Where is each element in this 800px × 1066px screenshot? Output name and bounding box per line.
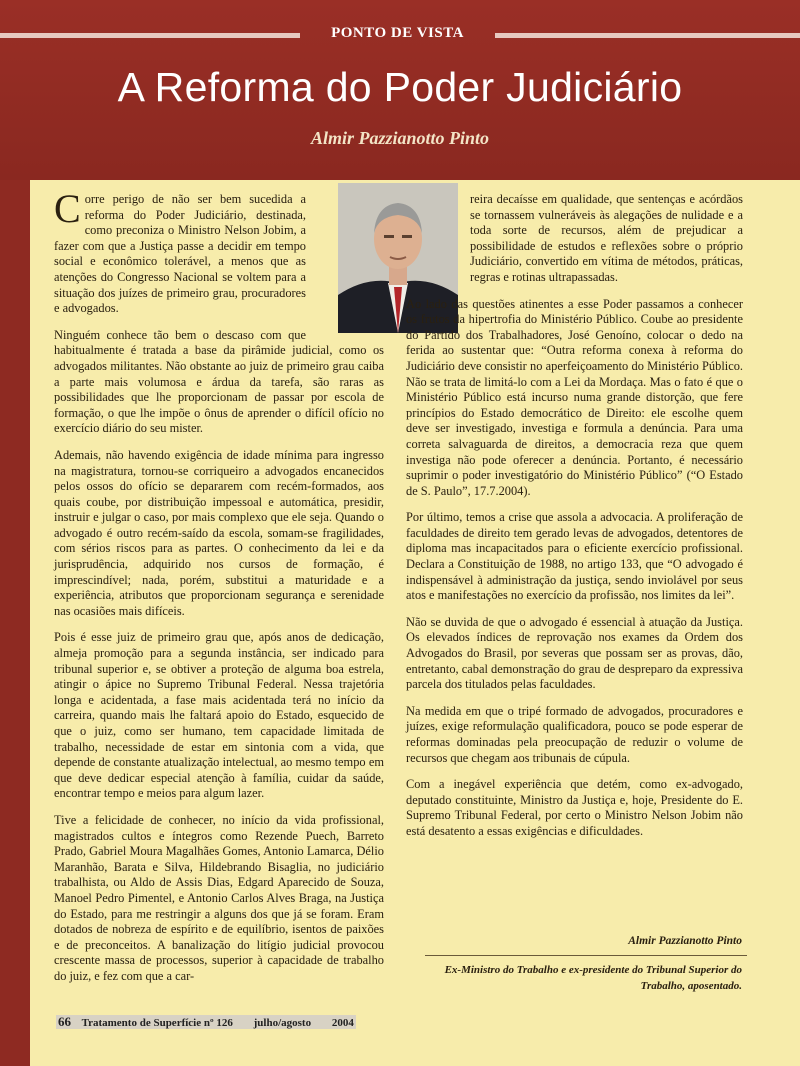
paragraph: Com a inegável experiência que detém, como ex-advogado, deputado constituinte, Ministro da Justiça e, hoje, Presidente do E. Supremo Tribunal Federal, por certo o Ministro Nelson Jobim não está desatento a essas exigências e dificuldades. [406,777,743,838]
paragraph: Não se duvida de que o advogado é essencial à atuação da Justiça. Os elevados índices de reprovação nos exames da Ordem dos Advogados do Brasil, por severas que possam ser as provas, dão, entretanto, cabal demonstração do grau de despreparo da expressiva parcela dos titulados pelas faculdades. [406,614,743,692]
section-rule-left [0,33,300,38]
right-column [406,192,743,851]
section-label: PONTO DE VISTA [331,25,464,41]
article-author: Almir Pazzianotto Pinto [310,128,490,148]
publication-name: Tratamento de Superfície nº 126 [81,1017,233,1029]
page-number: 66 [58,1014,71,1029]
paragraph: reira decaísse em qualidade, que sentenças e acórdãos se tornassem vulneráveis às alegações de nulidade e a toda sorte de recursos, além de prejudicar a possibilidade de estudos e reflexões sobre o próprio Judiciário, convertido em vítima de métodos, práticas, regras e rotinas ultrapassadas. [470,192,743,284]
section-rule-right [495,33,800,38]
article-title: A Reforma do Poder Judiciário [117,64,683,110]
publication-months: julho/agosto [253,1017,312,1029]
paragraph: Por último, temos a crise que assola a advocacia. A proliferação de faculdades de direito tem gerado levas de advogados, detentores de diploma mas incapacitados para o eficiente exercício profissional. Declara a Constituição de 1988, no artigo 133, que “O advogado é indispensável à administração da justiça, sendo inviolável por seus atos e manifestações no exercício da profissão, nos limites da lei”. [406,510,743,603]
paragraph: Ademais, não havendo exigência de idade mínima para ingresso na magistratura, tornou-se corriqueiro a advogados encanecidos pelos ossos do ofício se depararem com recém-formados, aos quais coube, por distribuição impessoal e automática, presidir, instruir e julgar o caso, por mais complexo que ele seja. Quando o advogado é outro recém-saído da escola, somam-se fragilidades, com sérios riscos para as partes. O conhecimento da lei e da jurisprudência, adquirido nos cursos de formação, é imprescindível; nada, porém, substitui a maturidade e a experiência, atributos que proporcionam segurança e serenidade nas ocasiões mais difíceis. [54,447,384,618]
signature-rule [425,955,747,956]
paragraph: Na medida em que o tripé formado de advogados, procuradores e juízes, exige reformulação qualificadora, pouco se pode esperar de reformas dominadas pela preocupação de reduzir o volume de recursos que chegam aos tribunais de cúpula. [406,703,743,765]
signature-name: Almir Pazzianotto Pinto [628,935,742,947]
paragraph: Ninguém conhece tão bem o descaso com que habitualmente é tratada a base da pirâmide judicial, como os advogados militantes. Não obstante ao juiz de primeiro grau caiba a parte mais volumosa e árdua da tarefa, são raras as possibilidades que lhe proporcionam de passar por escola de formação, o que lhe impõe o ônus de aprender o difícil ofício no exercício diário do seu mister. [54,327,384,436]
signature-role: Ex-Ministro do Trabalho e ex-presidente do Tribunal Superior do Trabalho, aposentado. [444,964,742,992]
footer [58,1014,354,1030]
paragraph: Tive a felicidade de conhecer, no início da vida profissional, magistrados cultos e íntegros como Rezende Puech, Barreto Prado, Gabriel Moura Magalhães Gomes, Antonio Lamarca, Délio Maranhão, Barata e Silva, Hildebrando Bisaglia, no judiciário trabalhista, ou Aldo de Assis Dias, Edgard Aparecido de Souza, Manoel Pedro Pimentel, e Antonio Carlos Alves Braga, na Justiça do Estado, para me restringir a alguns dos que já se foram. Eram dotados de nobreza de espírito e de equilíbrio, isentos de paixões e de preconceitos. A banalização do litígio judicial provocou crescente massa de processos, superior à capacidade de trabalho do juiz, e fez com que a car- [54,812,384,983]
paragraph: Ao lado das questões atinentes a esse Poder passamos a conhecer os frutos da hipertrofia do Ministério Público. Coube ao presidente do Partido dos Trabalhadores, José Genoíno, colocar o dedo na ferida ao sustentar que: “Outra reforma conexa à reforma do Judiciário deve consistir no aperfeiçoamento do Ministério Público. Não se trata de limitá-lo com a Lei da Mordaça. Mas o fato é que o Ministério Público está incurso numa grande distorção, que fere princípios do Estado democrático de Direito: ele escolhe quem deve ser investigado, investiga e formula a denúncia. Para uma correta salvaguarda de direitos, a democracia reza que quem investiga não pode oferecer a denúncia. Portanto, é necessário suprimir o poder investigatório do Ministério Público” (“O Estado de S. Paulo”, 17.7.2004). [406,296,743,498]
paragraph: Corre perigo de não ser bem sucedida a reforma do Poder Judiciário, destinada, como preconiza o Ministro Nelson Jobim, a fazer com que a Justiça passe a decidir em tempo social e econômico tolerável, a menos que as atenções do Congresso Nacional se voltem para a situação dos juízes de primeiro grau, procuradores e advogados. [54,186,306,316]
publication-year: 2004 [331,1017,354,1029]
drop-cap: C [54,186,81,231]
left-column [54,186,384,996]
paragraph: Pois é esse juiz de primeiro grau que, após anos de dedicação, almeja promoção para a segunda instância, ser indicado para tribunal superior e, se obtiver a proteção de alguma boa estrela, atingir o ápice no Supremo Tribunal Federal. Nessa trajetória longa e acidentada, a fase mais acidentada terá no início da carreira, quando mais lhe faltará apoio do Estado, esquecido de que o juiz, como ser humano, tem capacidade limitada de trabalho, necessidade de estar em sintonia com a vida, que depende de constante atualização intelectual, ao mesmo tempo em que deve dedicar especial atenção à família, cuidar da saúde, encontrar tempo e meios para algum lazer. [54,630,384,801]
